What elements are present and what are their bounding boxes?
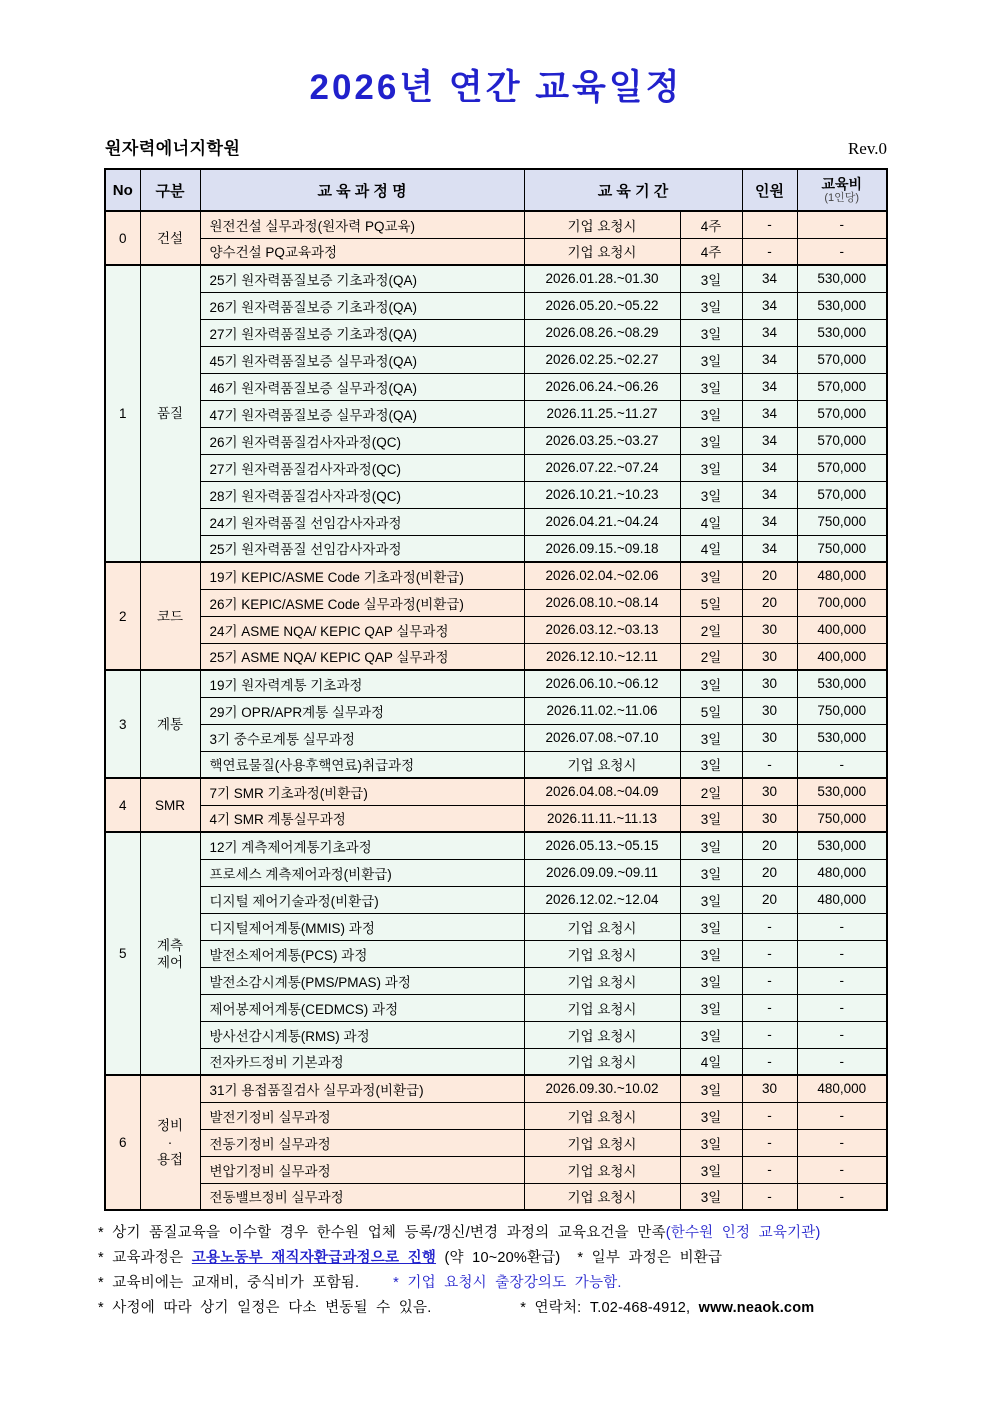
fee-cell: - <box>797 940 887 967</box>
capacity-cell: 30 <box>742 616 797 643</box>
table-row <box>105 1156 887 1183</box>
fee-cell: 700,000 <box>797 589 887 616</box>
capacity-cell: - <box>742 1156 797 1183</box>
course-name-cell: 27기 원자력품질검사자과정(QC) <box>200 454 524 481</box>
course-name-cell: 변압기정비 실무과정 <box>200 1156 524 1183</box>
period-cell: 2026.09.30.~10.02 <box>524 1075 680 1102</box>
course-name-cell: 전자카드정비 기본과정 <box>200 1048 524 1075</box>
fee-cell: 530,000 <box>797 292 887 319</box>
period-cell: 2026.12.10.~12.11 <box>524 643 680 670</box>
table-row <box>105 589 887 616</box>
header-capacity: 인원 <box>742 169 797 211</box>
capacity-cell: 30 <box>742 697 797 724</box>
duration-cell: 3일 <box>680 292 742 319</box>
footnote-segment: * 교육비에는 교재비, 중식비가 포함됨. <box>98 1275 360 1291</box>
duration-cell: 3일 <box>680 1156 742 1183</box>
table-row <box>105 265 887 292</box>
period-cell: 기업 요청시 <box>524 1183 680 1210</box>
table-row <box>105 238 887 265</box>
duration-cell: 4일 <box>680 1048 742 1075</box>
fee-cell: - <box>797 1129 887 1156</box>
duration-cell: 4주 <box>680 238 742 265</box>
capacity-cell: 34 <box>742 535 797 562</box>
course-name-cell: 25기 원자력품질보증 기초과정(QA) <box>200 265 524 292</box>
course-name-cell: 4기 SMR 계통실무과정 <box>200 805 524 832</box>
capacity-cell: - <box>742 1102 797 1129</box>
table-row <box>105 670 887 697</box>
capacity-cell: 20 <box>742 562 797 589</box>
period-cell: 2026.03.25.~03.27 <box>524 427 680 454</box>
table-row <box>105 913 887 940</box>
period-cell: 2026.04.21.~04.24 <box>524 508 680 535</box>
period-cell: 2026.11.25.~11.27 <box>524 400 680 427</box>
footnote-segment: * 연락처: T.02-468-4912, <box>431 1300 699 1316</box>
course-name-cell: 전동기정비 실무과정 <box>200 1129 524 1156</box>
period-cell: 2026.06.10.~06.12 <box>524 670 680 697</box>
duration-cell: 3일 <box>680 562 742 589</box>
course-name-cell: 디지털제어계통(MMIS) 과정 <box>200 913 524 940</box>
duration-cell: 3일 <box>680 724 742 751</box>
table-row <box>105 832 887 859</box>
capacity-cell: - <box>742 1129 797 1156</box>
course-name-cell: 방사선감시계통(RMS) 과정 <box>200 1021 524 1048</box>
header-course: 교 육 과 정 명 <box>200 169 524 211</box>
group-category-cell: 정비 · 용접 <box>140 1075 200 1210</box>
period-cell: 2026.09.15.~09.18 <box>524 535 680 562</box>
capacity-cell: - <box>742 913 797 940</box>
capacity-cell: - <box>742 751 797 778</box>
fee-cell: 480,000 <box>797 859 887 886</box>
fee-cell: 530,000 <box>797 778 887 805</box>
capacity-cell: - <box>742 1183 797 1210</box>
fee-cell: 750,000 <box>797 508 887 535</box>
period-cell: 2026.01.28.~01.30 <box>524 265 680 292</box>
capacity-cell: - <box>742 994 797 1021</box>
capacity-cell: - <box>742 967 797 994</box>
capacity-cell: - <box>742 211 797 238</box>
capacity-cell: 30 <box>742 778 797 805</box>
organization-name: 원자력에너지학원 <box>105 139 241 158</box>
capacity-cell: - <box>742 238 797 265</box>
fee-cell: - <box>797 211 887 238</box>
capacity-cell: 34 <box>742 292 797 319</box>
table-row <box>105 1021 887 1048</box>
course-name-cell: 28기 원자력품질검사자과정(QC) <box>200 481 524 508</box>
course-name-cell: 25기 ASME NQA/ KEPIC QAP 실무과정 <box>200 643 524 670</box>
footnote-line <box>98 1246 894 1271</box>
capacity-cell: 20 <box>742 859 797 886</box>
table-row <box>105 778 887 805</box>
duration-cell: 3일 <box>680 481 742 508</box>
course-name-cell: 24기 원자력품질 선임감사자과정 <box>200 508 524 535</box>
period-cell: 기업 요청시 <box>524 1048 680 1075</box>
duration-cell: 3일 <box>680 346 742 373</box>
period-cell: 기업 요청시 <box>524 211 680 238</box>
fee-cell: 480,000 <box>797 562 887 589</box>
duration-cell: 4일 <box>680 535 742 562</box>
course-name-cell: 27기 원자력품질보증 기초과정(QA) <box>200 319 524 346</box>
duration-cell: 3일 <box>680 1183 742 1210</box>
table-row <box>105 319 887 346</box>
duration-cell: 3일 <box>680 994 742 1021</box>
period-cell: 기업 요청시 <box>524 967 680 994</box>
duration-cell: 4주 <box>680 211 742 238</box>
period-cell: 2026.11.11.~11.13 <box>524 805 680 832</box>
course-name-cell: 7기 SMR 기초과정(비환급) <box>200 778 524 805</box>
fee-cell: - <box>797 913 887 940</box>
footnote-segment: www.neaok.com <box>698 1300 815 1316</box>
footnote-line <box>98 1271 894 1296</box>
table-row <box>105 562 887 589</box>
duration-cell: 3일 <box>680 265 742 292</box>
footnotes <box>98 1221 894 1321</box>
period-cell: 2026.06.24.~06.26 <box>524 373 680 400</box>
fee-cell: 530,000 <box>797 724 887 751</box>
fee-cell: 480,000 <box>797 886 887 913</box>
course-name-cell: 발전소제어계통(PCS) 과정 <box>200 940 524 967</box>
group-category-cell: SMR <box>140 778 200 832</box>
duration-cell: 3일 <box>680 373 742 400</box>
footnote-line <box>98 1296 894 1321</box>
subheader <box>105 134 887 159</box>
period-cell: 2026.02.04.~02.06 <box>524 562 680 589</box>
table-row <box>105 427 887 454</box>
course-name-cell: 제어봉제어계통(CEDMCS) 과정 <box>200 994 524 1021</box>
table-row <box>105 1183 887 1210</box>
fee-cell: - <box>797 1156 887 1183</box>
duration-cell: 2일 <box>680 778 742 805</box>
period-cell: 2026.02.25.~02.27 <box>524 346 680 373</box>
group-no-cell: 3 <box>105 670 140 778</box>
course-name-cell: 25기 원자력품질 선임감사자과정 <box>200 535 524 562</box>
table-row <box>105 400 887 427</box>
table-row <box>105 535 887 562</box>
course-name-cell: 45기 원자력품질보증 실무과정(QA) <box>200 346 524 373</box>
capacity-cell: 34 <box>742 265 797 292</box>
capacity-cell: 34 <box>742 508 797 535</box>
capacity-cell: - <box>742 1048 797 1075</box>
table-row <box>105 508 887 535</box>
fee-cell: 400,000 <box>797 643 887 670</box>
footnote-line <box>98 1221 894 1246</box>
course-name-cell: 31기 용접품질검사 실무과정(비환급) <box>200 1075 524 1102</box>
course-name-cell: 19기 KEPIC/ASME Code 기초과정(비환급) <box>200 562 524 589</box>
group-category-cell: 계측 제어 <box>140 832 200 1075</box>
header-category: 구분 <box>140 169 200 211</box>
course-name-cell: 26기 원자력품질보증 기초과정(QA) <box>200 292 524 319</box>
group-category-cell: 품질 <box>140 265 200 562</box>
fee-cell: 530,000 <box>797 832 887 859</box>
period-cell: 2026.08.10.~08.14 <box>524 589 680 616</box>
header-fee <box>797 169 887 211</box>
footnote-segment: * 기업 요청시 출장강의도 가능함. <box>359 1275 622 1291</box>
capacity-cell: 34 <box>742 427 797 454</box>
table-row <box>105 1048 887 1075</box>
period-cell: 2026.12.02.~12.04 <box>524 886 680 913</box>
header-period: 교 육 기 간 <box>524 169 742 211</box>
course-name-cell: 발전소감시계통(PMS/PMAS) 과정 <box>200 967 524 994</box>
table-row <box>105 940 887 967</box>
duration-cell: 5일 <box>680 589 742 616</box>
table-header-row <box>105 169 887 211</box>
fee-cell: 570,000 <box>797 481 887 508</box>
table-row <box>105 751 887 778</box>
capacity-cell: 20 <box>742 832 797 859</box>
group-no-cell: 4 <box>105 778 140 832</box>
course-name-cell: 핵연료물질(사용후핵연료)취급과정 <box>200 751 524 778</box>
footnote-segment: 고용노동부 재직자환급과정으로 진행 <box>191 1250 437 1266</box>
schedule-table <box>104 168 888 1211</box>
fee-cell: 750,000 <box>797 697 887 724</box>
course-name-cell: 26기 원자력품질검사자과정(QC) <box>200 427 524 454</box>
course-name-cell: 29기 OPR/APR계통 실무과정 <box>200 697 524 724</box>
period-cell: 2026.08.26.~08.29 <box>524 319 680 346</box>
footnote-segment: (한수원 인정 교육기관) <box>665 1225 821 1241</box>
footnote-segment: (약 10~20%환급) * 일부 과정은 비환급 <box>436 1250 723 1266</box>
duration-cell: 5일 <box>680 697 742 724</box>
duration-cell: 3일 <box>680 940 742 967</box>
period-cell: 2026.04.08.~04.09 <box>524 778 680 805</box>
capacity-cell: 20 <box>742 589 797 616</box>
duration-cell: 2일 <box>680 616 742 643</box>
period-cell: 2026.10.21.~10.23 <box>524 481 680 508</box>
course-name-cell: 전동밸브정비 실무과정 <box>200 1183 524 1210</box>
course-name-cell: 19기 원자력계통 기초과정 <box>200 670 524 697</box>
period-cell: 2026.05.20.~05.22 <box>524 292 680 319</box>
capacity-cell: - <box>742 1021 797 1048</box>
course-name-cell: 양수건설 PQ교육과정 <box>200 238 524 265</box>
fee-cell: - <box>797 967 887 994</box>
fee-cell: 480,000 <box>797 1075 887 1102</box>
capacity-cell: 34 <box>742 346 797 373</box>
duration-cell: 3일 <box>680 400 742 427</box>
duration-cell: 4일 <box>680 508 742 535</box>
capacity-cell: 30 <box>742 670 797 697</box>
period-cell: 기업 요청시 <box>524 1102 680 1129</box>
schedule-table-body <box>105 211 887 1210</box>
table-row <box>105 697 887 724</box>
capacity-cell: 34 <box>742 481 797 508</box>
period-cell: 기업 요청시 <box>524 751 680 778</box>
table-row <box>105 616 887 643</box>
group-no-cell: 0 <box>105 211 140 265</box>
period-cell: 2026.05.13.~05.15 <box>524 832 680 859</box>
duration-cell: 3일 <box>680 805 742 832</box>
period-cell: 기업 요청시 <box>524 1021 680 1048</box>
capacity-cell: 34 <box>742 400 797 427</box>
course-name-cell: 12기 계측제어계통기초과정 <box>200 832 524 859</box>
duration-cell: 3일 <box>680 670 742 697</box>
capacity-cell: 34 <box>742 373 797 400</box>
fee-cell: 750,000 <box>797 535 887 562</box>
course-name-cell: 47기 원자력품질보증 실무과정(QA) <box>200 400 524 427</box>
footnote-segment: * 상기 품질교육을 이수할 경우 한수원 업체 등록/갱신/변경 과정의 교육요건을 만족 <box>98 1225 666 1241</box>
period-cell: 2026.11.02.~11.06 <box>524 697 680 724</box>
period-cell: 기업 요청시 <box>524 238 680 265</box>
fee-cell: - <box>797 1048 887 1075</box>
fee-cell: 530,000 <box>797 319 887 346</box>
period-cell: 기업 요청시 <box>524 940 680 967</box>
group-no-cell: 5 <box>105 832 140 1075</box>
course-name-cell: 디지털 제어기술과정(비환급) <box>200 886 524 913</box>
table-row <box>105 967 887 994</box>
table-row <box>105 1102 887 1129</box>
fee-cell: 570,000 <box>797 427 887 454</box>
table-row <box>105 373 887 400</box>
course-name-cell: 26기 KEPIC/ASME Code 실무과정(비환급) <box>200 589 524 616</box>
course-name-cell: 원전건설 실무과정(원자력 PQ교육) <box>200 211 524 238</box>
group-category-cell: 코드 <box>140 562 200 670</box>
course-name-cell: 프로세스 계측제어과정(비환급) <box>200 859 524 886</box>
fee-cell: - <box>797 1021 887 1048</box>
group-no-cell: 6 <box>105 1075 140 1210</box>
period-cell: 2026.07.22.~07.24 <box>524 454 680 481</box>
table-row <box>105 805 887 832</box>
fee-cell: - <box>797 1183 887 1210</box>
footnote-segment: * 교육과정은 <box>98 1250 192 1266</box>
capacity-cell: 30 <box>742 1075 797 1102</box>
duration-cell: 3일 <box>680 859 742 886</box>
table-row <box>105 346 887 373</box>
table-row <box>105 859 887 886</box>
duration-cell: 3일 <box>680 913 742 940</box>
duration-cell: 2일 <box>680 643 742 670</box>
group-category-cell: 건설 <box>140 211 200 265</box>
duration-cell: 3일 <box>680 427 742 454</box>
duration-cell: 3일 <box>680 319 742 346</box>
table-row <box>105 643 887 670</box>
period-cell: 기업 요청시 <box>524 994 680 1021</box>
fee-cell: - <box>797 751 887 778</box>
capacity-cell: 34 <box>742 454 797 481</box>
capacity-cell: 30 <box>742 805 797 832</box>
duration-cell: 3일 <box>680 967 742 994</box>
duration-cell: 3일 <box>680 1075 742 1102</box>
duration-cell: 3일 <box>680 1129 742 1156</box>
period-cell: 기업 요청시 <box>524 913 680 940</box>
fee-cell: 570,000 <box>797 373 887 400</box>
course-name-cell: 46기 원자력품질보증 실무과정(QA) <box>200 373 524 400</box>
duration-cell: 3일 <box>680 454 742 481</box>
duration-cell: 3일 <box>680 751 742 778</box>
header-fee-sub: (1인당) <box>824 191 860 204</box>
fee-cell: 570,000 <box>797 346 887 373</box>
table-row <box>105 454 887 481</box>
group-category-cell: 계통 <box>140 670 200 778</box>
duration-cell: 3일 <box>680 1021 742 1048</box>
table-row <box>105 886 887 913</box>
duration-cell: 3일 <box>680 1102 742 1129</box>
table-row <box>105 481 887 508</box>
course-name-cell: 24기 ASME NQA/ KEPIC QAP 실무과정 <box>200 616 524 643</box>
capacity-cell: 20 <box>742 886 797 913</box>
table-header <box>105 169 887 211</box>
table-row <box>105 211 887 238</box>
period-cell: 2026.03.12.~03.13 <box>524 616 680 643</box>
capacity-cell: - <box>742 940 797 967</box>
duration-cell: 3일 <box>680 832 742 859</box>
capacity-cell: 34 <box>742 319 797 346</box>
table-row <box>105 292 887 319</box>
fee-cell: - <box>797 994 887 1021</box>
capacity-cell: 30 <box>742 724 797 751</box>
table-row <box>105 1129 887 1156</box>
footnote-segment: * 사정에 따라 상기 일정은 다소 변동될 수 있음. <box>98 1300 432 1316</box>
fee-cell: - <box>797 238 887 265</box>
revision-label: Rev.0 <box>847 139 887 158</box>
fee-cell: 570,000 <box>797 400 887 427</box>
group-no-cell: 2 <box>105 562 140 670</box>
group-no-cell: 1 <box>105 265 140 562</box>
fee-cell: - <box>797 1102 887 1129</box>
page-title: 2026년 연간 교육일정 <box>309 68 683 107</box>
period-cell: 기업 요청시 <box>524 1156 680 1183</box>
table-row <box>105 1075 887 1102</box>
duration-cell: 3일 <box>680 886 742 913</box>
capacity-cell: 30 <box>742 643 797 670</box>
period-cell: 2026.07.08.~07.10 <box>524 724 680 751</box>
table-row <box>105 994 887 1021</box>
period-cell: 기업 요청시 <box>524 1129 680 1156</box>
table-row <box>105 724 887 751</box>
period-cell: 2026.09.09.~09.11 <box>524 859 680 886</box>
header-no: No <box>105 169 140 211</box>
course-name-cell: 발전기정비 실무과정 <box>200 1102 524 1129</box>
fee-cell: 400,000 <box>797 616 887 643</box>
fee-cell: 530,000 <box>797 265 887 292</box>
fee-cell: 530,000 <box>797 670 887 697</box>
fee-cell: 570,000 <box>797 454 887 481</box>
fee-cell: 750,000 <box>797 805 887 832</box>
course-name-cell: 3기 중수로계통 실무과정 <box>200 724 524 751</box>
header-fee-main: 교육비 <box>821 175 863 192</box>
